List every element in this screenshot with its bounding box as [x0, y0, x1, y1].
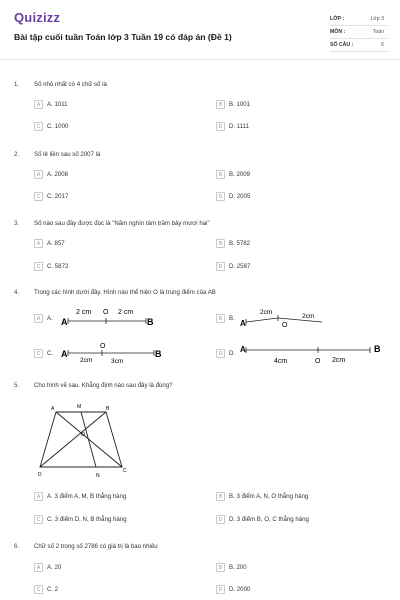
label-d: D [38, 472, 42, 478]
option-letter: A [34, 314, 43, 323]
label-c: C [123, 468, 127, 474]
option-2a[interactable] [34, 170, 68, 179]
question-5 [14, 382, 173, 389]
option-letter: C [34, 122, 43, 131]
meta-value: Lớp 3 [370, 16, 384, 22]
option-3b[interactable] [216, 239, 250, 248]
option-1b[interactable] [216, 100, 250, 109]
label-a: A [240, 345, 246, 354]
label-a: A [51, 406, 55, 412]
label-seg2: 2cm [302, 313, 315, 320]
option-4a[interactable] [34, 314, 53, 323]
option-text: B. 5782 [229, 240, 251, 247]
label-seg2: 2 cm [118, 309, 134, 316]
question-3 [14, 220, 210, 227]
option-text: B. 3 điểm A, N, O thẳng hàng [229, 493, 309, 500]
label-b: B [374, 344, 381, 354]
label-o: O [103, 309, 109, 316]
question-number: 1. [14, 81, 20, 88]
meta-key: LỚP : [330, 16, 345, 22]
question-number: 2. [14, 151, 20, 158]
question-number: 6. [14, 543, 20, 550]
diagonal-ac [56, 412, 122, 467]
question-number: 5. [14, 382, 20, 389]
question-text: Số nào sau đây được đọc là "Năm nghìn tám trăm bảy mươi hai" [34, 220, 210, 227]
label-seg2: 3cm [111, 358, 124, 365]
option-5c[interactable] [34, 515, 127, 524]
option-2c[interactable] [34, 192, 68, 201]
option-letter: C [34, 262, 43, 271]
option-text: C. 1000 [47, 123, 69, 130]
meta-key: MÔN : [330, 29, 346, 35]
option-letter: A [34, 100, 43, 109]
option-letter: B [216, 314, 225, 323]
label-b: B [106, 406, 110, 412]
trapezoid-abcd [40, 412, 122, 467]
label-n: N [96, 473, 100, 479]
option-letter: D [216, 122, 225, 131]
question-text: Chữ số 2 trong số 2786 có giá trị là bao nhiêu [34, 543, 158, 550]
option-letter: B [216, 492, 225, 501]
option-1d[interactable] [216, 122, 249, 131]
option-letter: C [34, 585, 43, 594]
option-3c[interactable] [34, 262, 68, 271]
meta-value: Toán [372, 29, 384, 35]
option-text: C. [47, 350, 54, 357]
option-text: D. 1111 [229, 123, 249, 130]
question-4 [14, 289, 216, 296]
label-seg2: 2cm [332, 357, 346, 364]
option-letter: B [216, 563, 225, 572]
label-m: M [77, 404, 82, 410]
question-text: Số nhỏ nhất có 4 chữ số là [34, 81, 107, 88]
option-letter: B [216, 100, 225, 109]
label-o: O [81, 432, 85, 438]
option-text: B. [229, 315, 235, 322]
option-text: B. 200 [229, 564, 247, 571]
label-o: O [315, 358, 321, 365]
option-letter: B [216, 239, 225, 248]
meta-row-subject [330, 26, 388, 39]
label-a: A [240, 319, 246, 328]
question-text: Trong các hình dưới đây. Hình nào thể hiện O là trung điểm của AB [34, 289, 216, 296]
option-text: D. 3 điểm B, O, C thẳng hàng [229, 516, 309, 523]
option-1a[interactable] [34, 100, 68, 109]
figure-4c [58, 340, 168, 366]
option-text: A. 3 điểm A, M, B thẳng hàng [47, 493, 127, 500]
meta-value: 6 [381, 42, 384, 48]
page-title: Bài tập cuối tuần Toán lớp 3 Tuần 19 có đáp án (Đề 1) [14, 32, 232, 42]
option-letter: D [216, 262, 225, 271]
label-a: A [61, 317, 68, 327]
label-seg1: 2 cm [76, 309, 92, 316]
option-text: B. 2009 [229, 171, 251, 178]
option-text: A. [47, 315, 53, 322]
option-text: C. 2 [47, 586, 59, 593]
option-4d[interactable] [216, 349, 235, 358]
option-text: A. 2008 [47, 171, 69, 178]
option-3d[interactable] [216, 262, 250, 271]
option-text: C. 2017 [47, 193, 69, 200]
option-5a[interactable] [34, 492, 126, 501]
option-letter: A [34, 239, 43, 248]
figure-4a [58, 304, 158, 328]
question-6 [14, 543, 158, 550]
option-text: C. 3 điểm D, N, B thẳng hàng [47, 516, 127, 523]
meta-key: SỐ CÂU : [330, 42, 354, 48]
header-divider [0, 59, 400, 60]
figure-5-trapezoid [30, 400, 140, 480]
option-text: D. 2005 [229, 193, 251, 200]
option-letter: D [216, 515, 225, 524]
option-letter: A [34, 563, 43, 572]
label-o: O [282, 322, 288, 329]
question-text: Cho hình vẽ sau. Khẳng định nào sau đây là đúng? [34, 382, 173, 389]
diagonal-db [40, 412, 106, 467]
figure-4b [238, 306, 328, 332]
label-o: O [100, 343, 106, 350]
meta-panel [330, 13, 388, 52]
label-seg1: 2cm [260, 309, 273, 316]
option-text: D. 2000 [229, 586, 251, 593]
option-letter: B [216, 170, 225, 179]
figure-4d [236, 340, 386, 366]
label-b: B [155, 349, 162, 359]
question-text: Số lẻ liền sau số 2007 là [34, 151, 101, 158]
label-a: A [61, 349, 68, 359]
question-number: 4. [14, 289, 20, 296]
option-letter: D [216, 192, 225, 201]
option-1c[interactable] [34, 122, 68, 131]
logo: Quizizz [14, 10, 61, 25]
option-6a[interactable] [34, 563, 61, 572]
option-4b[interactable] [216, 314, 235, 323]
meta-row-count [330, 39, 388, 52]
option-text: C. 5872 [47, 263, 69, 270]
option-text: A. 857 [47, 240, 65, 247]
option-letter: A [34, 492, 43, 501]
question-1 [14, 81, 107, 88]
label-b: B [147, 317, 154, 327]
option-letter: A [34, 170, 43, 179]
option-text: A. 20 [47, 564, 62, 571]
label-seg1: 4cm [274, 358, 288, 365]
option-letter: D [216, 349, 225, 358]
option-5d[interactable] [216, 515, 309, 524]
question-2 [14, 151, 100, 158]
option-letter: C [34, 515, 43, 524]
option-5b[interactable] [216, 492, 308, 501]
option-text: D. 2587 [229, 263, 251, 270]
option-letter: C [34, 192, 43, 201]
option-6d[interactable] [216, 585, 250, 594]
option-6b[interactable] [216, 563, 247, 572]
option-letter: D [216, 585, 225, 594]
option-text: B. 1001 [229, 101, 251, 108]
option-3a[interactable] [34, 239, 65, 248]
option-6c[interactable] [34, 585, 58, 594]
option-text: D. [229, 350, 236, 357]
option-2b[interactable] [216, 170, 250, 179]
label-seg1: 2cm [80, 357, 93, 364]
option-2d[interactable] [216, 192, 250, 201]
question-number: 3. [14, 220, 20, 227]
option-4c[interactable] [34, 349, 53, 358]
option-text: A. 1011 [47, 101, 68, 108]
option-letter: C [34, 349, 43, 358]
meta-row-grade [330, 13, 388, 26]
